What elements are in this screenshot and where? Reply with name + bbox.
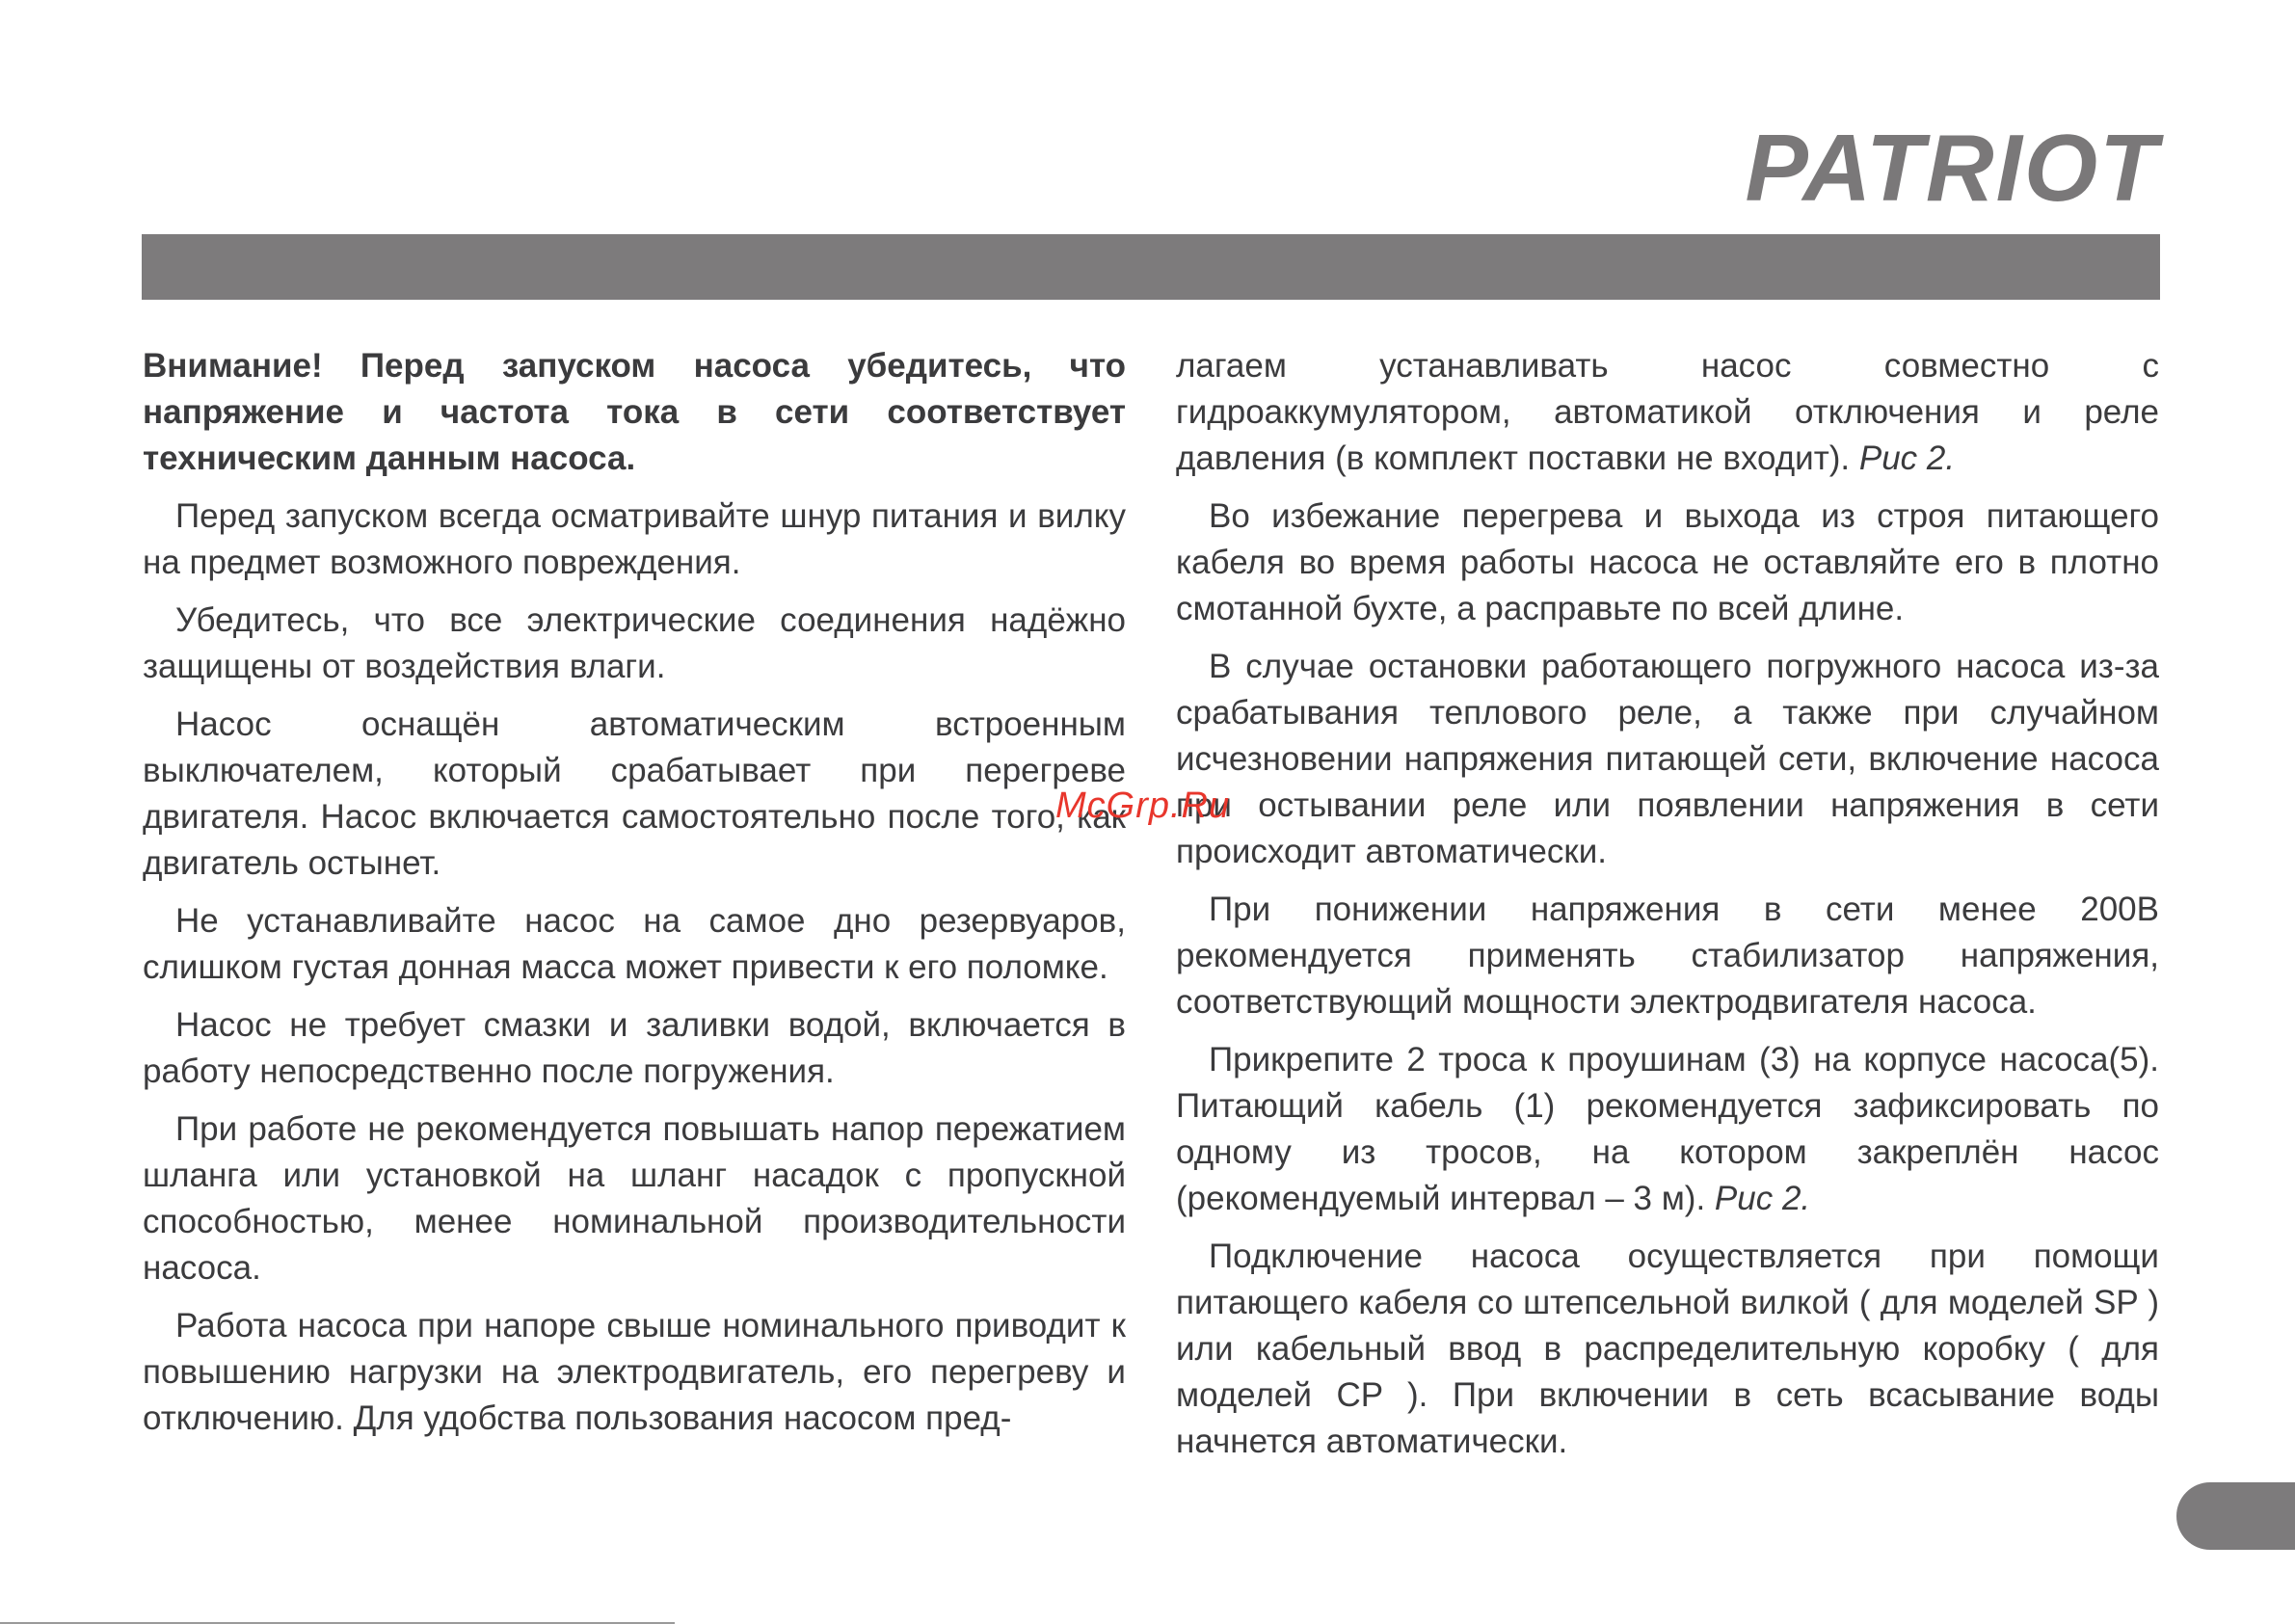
logo-text: PATRIOT <box>1745 123 2159 208</box>
paragraph-text: Прикрепите 2 троса к проушинам (3) на корпусе насоса(5). Питающий кабель (1) рекомендуется зафиксировать по одному из тросов, на котором закреплён насос (рекомендуемый интервал – 3 м). <box>1176 1041 2159 1217</box>
paragraph <box>1176 343 2159 482</box>
header-bar <box>142 234 2160 300</box>
paragraph: При работе не рекомендуется повышать напор пережатием шланга или установкой на шланг насадок с пропускной способностью, менее номинальной производительности насоса. <box>143 1110 1126 1287</box>
patriot-logo <box>1672 123 2164 208</box>
paragraph: В случае остановки работающего погружного насоса из-за срабатывания теплового реле, а также при случайном исчезновении напряжения питающей сети, включение насоса при остывании реле или появлении напряжения в сети происходит автоматически. <box>1176 648 2159 870</box>
paragraph: Насос не требует смазки и заливки водой, включается в работу непосредственно после погружения. <box>143 1006 1126 1090</box>
watermark: McGrp.Ru <box>1055 785 1231 826</box>
paragraph: Убедитесь, что все электрические соединения надёжно защищены от воздействия влаги. <box>143 601 1126 685</box>
paragraph: При понижении напряжения в сети менее 200В рекомендуется применять стабилизатор напряжения, соответствующий мощности электродвигателя насоса. <box>1176 891 2159 1021</box>
left-column <box>143 343 1126 1453</box>
paragraph: Перед запуском всегда осматривайте шнур питания и вилку на предмет возможного повреждения. <box>143 497 1126 581</box>
paragraph: Насос оснащён автоматическим встроенным выключателем, который срабатывает при перегреве двигателя. Насос включается самостоятельно после того, как двигатель остынет. <box>143 706 1126 882</box>
figure-ref: Рис 2. <box>1858 439 1956 477</box>
paragraph: Подключение насоса осуществляется при помощи питающего кабеля со штепсельной вилкой ( для моделей SP ) или кабельный ввод в распределительную коробку ( для моделей CP ). При включении в сеть всасывание воды начнется автоматически. <box>1176 1238 2159 1460</box>
right-column <box>1176 343 2159 1477</box>
paragraph: Работа насоса при напоре свыше номинального приводит к повышению нагрузки на электродвигатель, его перегреву и отключению. Для удобства пользования насосом пред- <box>143 1307 1126 1437</box>
figure-ref: Рис 2. <box>1714 1180 1811 1217</box>
page-number-tab <box>2176 1482 2295 1550</box>
paragraph <box>1176 1037 2159 1222</box>
paragraph-text: лагаем устанавливать насос совместно с гидроаккумулятором, автоматикой отключения и реле давления (в комплект поставки не входит). <box>1176 347 2159 477</box>
warning-paragraph: Внимание! Перед запуском насоса убедитесь, что напряжение и частота тока в сети соответствует техническим данным насоса. <box>143 347 1126 477</box>
paragraph: Не устанавливайте насос на самое дно резервуаров, слишком густая донная масса может привести к его поломке. <box>143 902 1126 986</box>
paragraph: Во избежание перегрева и выхода из строя питающего кабеля во время работы насоса не оставляйте его в плотно смотанной бухте, а расправьте по всей длине. <box>1176 497 2159 627</box>
